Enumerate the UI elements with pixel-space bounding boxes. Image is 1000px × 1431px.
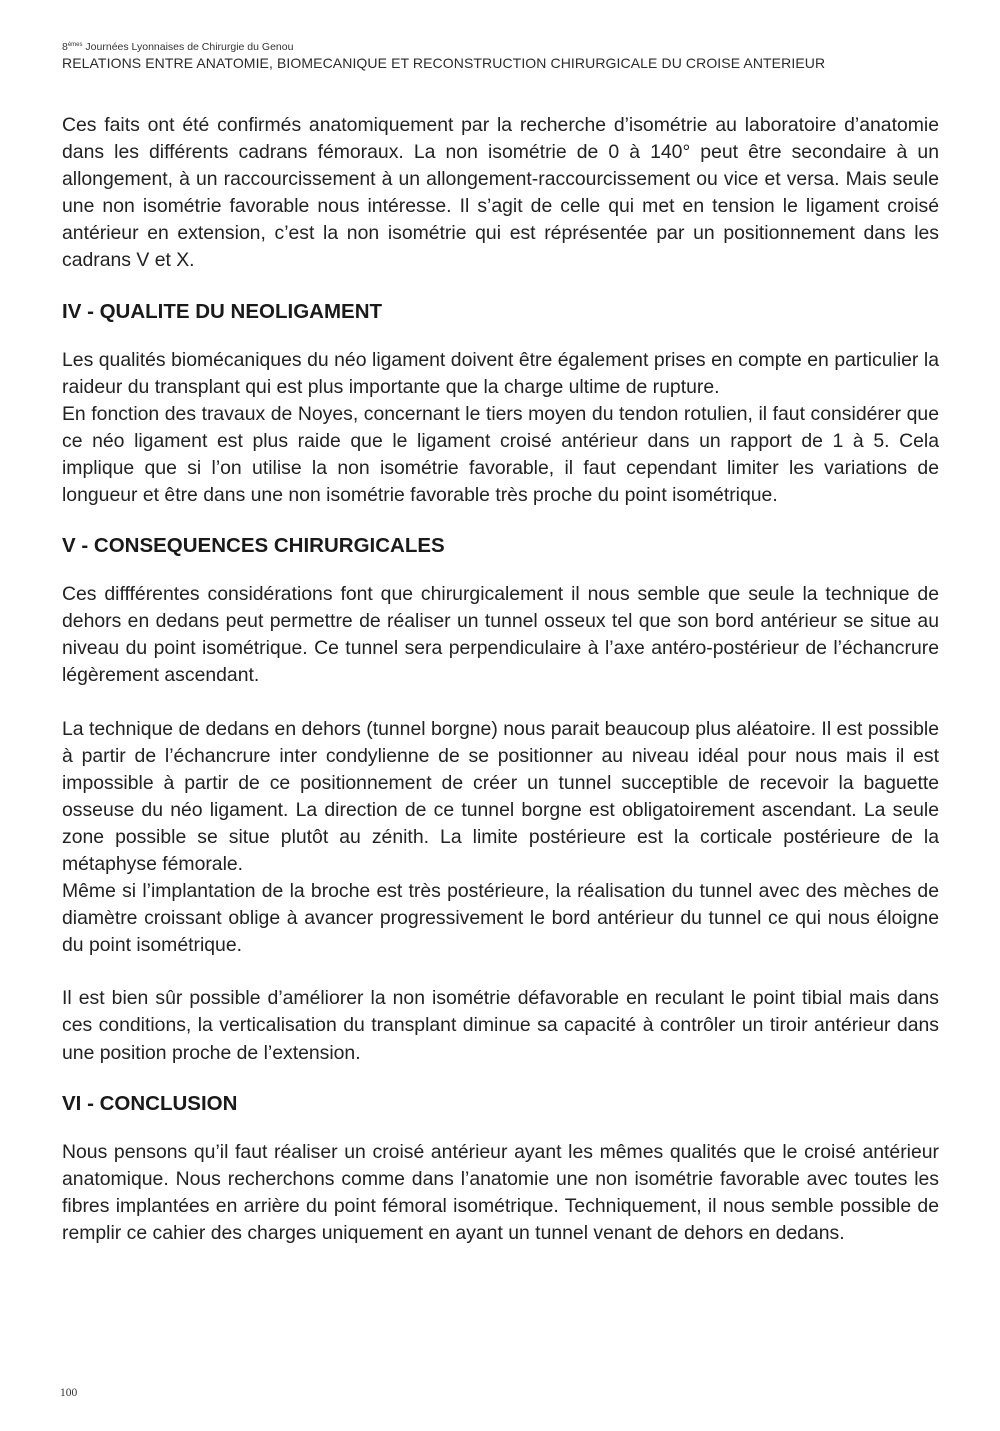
running-header (62, 38, 962, 72)
conference-name (62, 38, 962, 54)
edition-number: 8 (62, 41, 68, 53)
section-v-paragraph-4: Il est bien sûr possible d’améliorer la non isométrie défavorable en reculant le point tibial mais dans ces conditions, la verticalisation du transplant diminue sa capacité à contrôler un tiroir antérieur dans une position proche de l’extension. (62, 987, 939, 1064)
edition-suffix: èmes (67, 42, 83, 48)
conference-title: Journées Lyonnaises de Chirurgie du Genou (82, 41, 294, 53)
body-text (62, 112, 939, 1247)
document-title: RELATIONS ENTRE ANATOMIE, BIOMECANIQUE ET RECONSTRUCTION CHIRURGICALE DU CROISE ANTERIEUR (62, 55, 826, 71)
section-v-paragraph-1: Ces diffférentes considérations font que chirurgicalement il nous semble que seule la technique de dehors en dedans peut permettre de réaliser un tunnel osseux tel que son bord antérieur se situe au niveau du point isométrique. Ce tunnel sera perpendiculaire à l’axe antéro-postérieur de l’échancrure légèrement ascendant. (62, 583, 939, 687)
section-heading-v: V - CONSEQUENCES CHIRURGICALES (62, 534, 445, 558)
section-iv-paragraph-1: Les qualités biomécaniques du néo ligament doivent être également prises en compte en particulier la raideur du transplant qui est plus importante que la charge ultime de rupture. (62, 348, 939, 398)
section-vi-paragraph-1: Nous pensons qu’il faut réaliser un croisé antérieur ayant les mêmes qualités que le croisé antérieur anatomique. Nous recherchons comme dans l’anatomie une non isométrie favorable avec toutes les fibres implantées en arrière du point fémoral isométrique. Techniquement, il nous semble possible de remplir ce cahier des charges uniquement en ayant un tunnel venant de dehors en dedans. (62, 1140, 939, 1244)
section-heading-iv: IV - QUALITE DU NEOLIGAMENT (62, 299, 383, 323)
page-number: 100 (60, 1387, 78, 1399)
section-heading-vi: VI - CONCLUSION (62, 1091, 238, 1115)
section-v-paragraph-2: La technique de dedans en dehors (tunnel borgne) nous parait beaucoup plus aléatoire. Il est possible à partir de l’échancrure inter condylienne de se positionner au niveau idéal pour nous mais il est impossible à partir de ce positionnement de créer un tunnel succeptible de recevoir la baguette osseuse du néo ligament. La direction de ce tunnel borgne est obligatoirement ascendant. La seule zone possible se situe plutôt au zénith. La limite postérieure est la corticale postérieure de la métaphyse fémorale. (62, 717, 939, 875)
section-v-paragraph-3: Même si l’implantation de la broche est très postérieure, la réalisation du tunnel avec des mèches de diamètre croissant oblige à avancer progressivement le bord antérieur du tunnel ce qui nous éloigne du point isométrique. (62, 880, 939, 957)
intro-paragraph: Ces faits ont été confirmés anatomiquement par la recherche d’isométrie au laboratoire d’anatomie dans les différents cadrans fémoraux. La non isométrie de 0 à 140° peut être secondaire à un allongement, à un raccourcissement à un allongement-raccourcissement ou vice et versa. Mais seule une non isométrie favorable nous intéresse. Il s’agit de celle qui met en tension le ligament croisé antérieur en extension, c’est la non isométrie qui est réprésentée par un positionnement dans les cadrans V et X. (62, 114, 939, 272)
section-iv-paragraph-2: En fonction des travaux de Noyes, concernant le tiers moyen du tendon rotulien, il faut considérer que ce néo ligament est plus raide que le ligament croisé antérieur dans un rapport de 1 à 5. Cela implique que si l’on utilise la non isométrie favorable, il faut cependant limiter les variations de longueur et être dans une non isométrie favorable très proche du point isométrique. (62, 402, 939, 507)
